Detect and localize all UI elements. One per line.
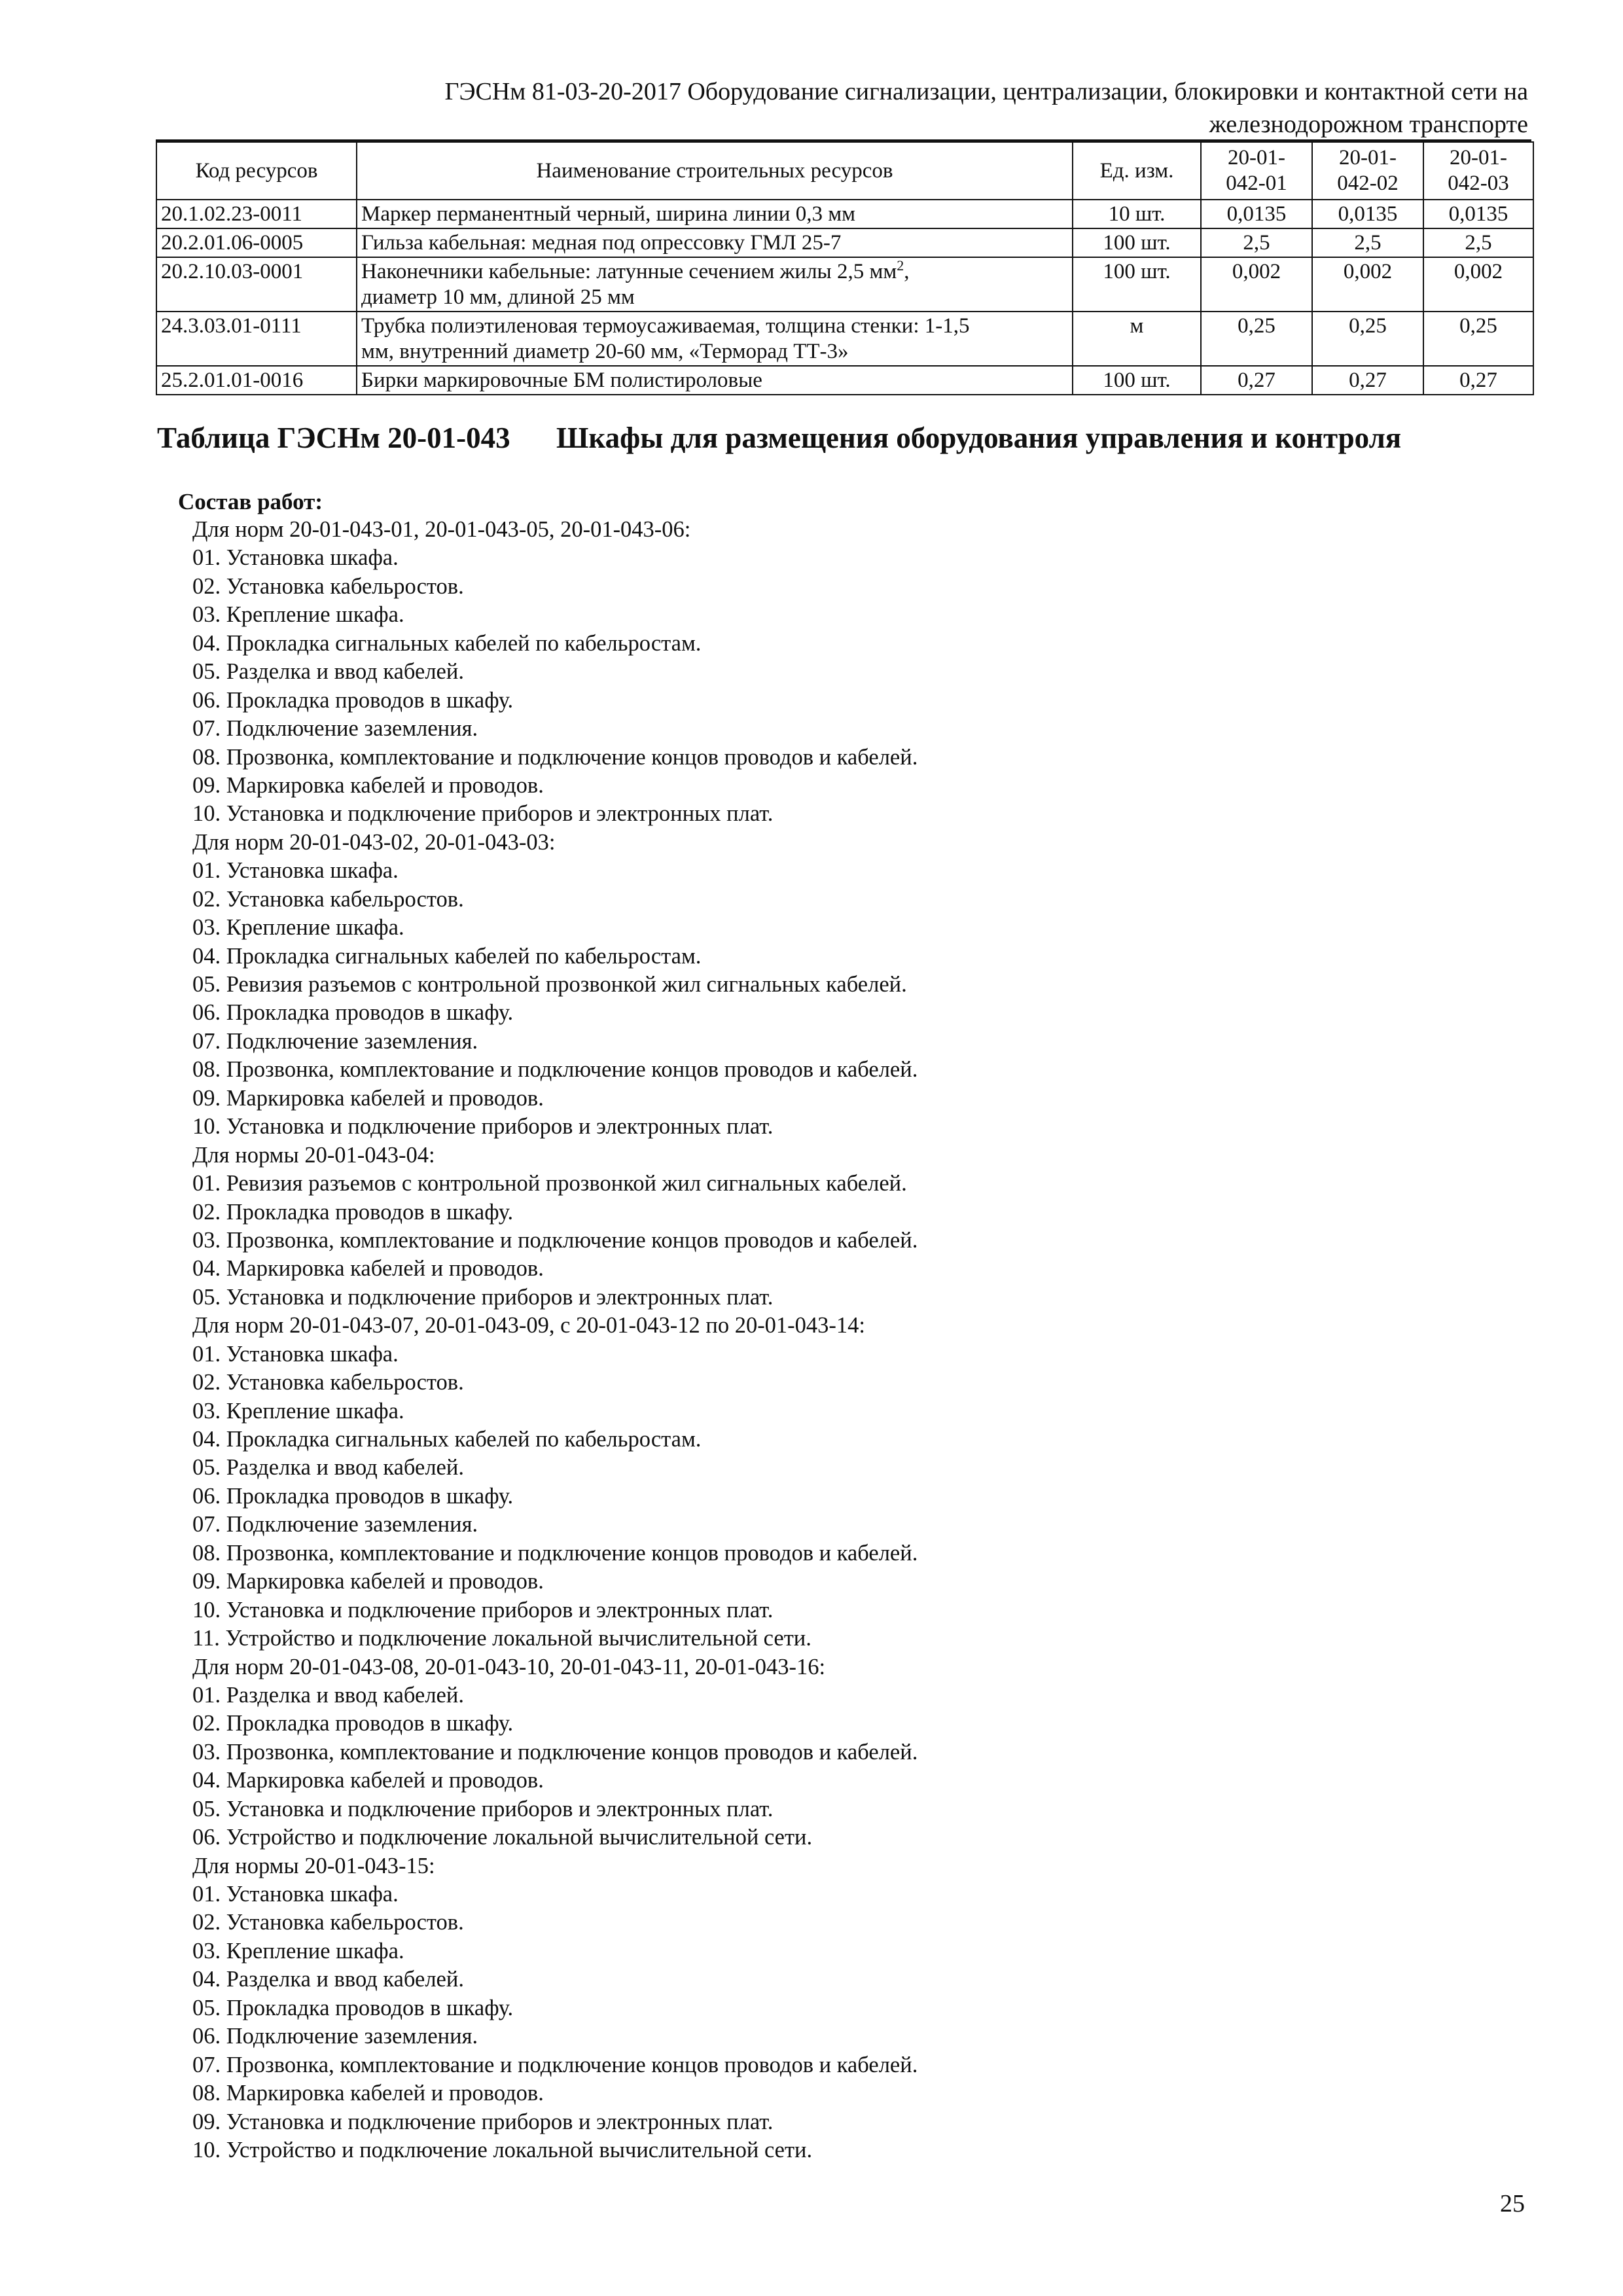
resource-name: Гильза кабельная: медная под опрессовку ГМЛ 25-7 [357,228,1073,257]
composition-line: 05. Разделка и ввод кабелей. [192,1455,464,1480]
composition-line: 03. Крепление шкафа. [192,915,404,941]
table-row [156,200,1533,228]
table-code: Таблица ГЭСНм 20-01-043 [157,422,510,454]
composition-line: 02. Установка кабельростов. [192,1910,464,1935]
running-header-line-1: ГЭСНм 81-03-20-2017 Оборудование сигнализации, централизации, блокировки и контактной сети на [444,78,1528,105]
composition-line: 05. Установка и подключение приборов и электронных плат. [192,1284,774,1310]
composition-line: 06. Прокладка проводов в шкафу. [192,687,514,713]
composition-line: 01. Установка шкафа. [192,1882,399,1907]
composition-line: Для норм 20-01-043-01, 20-01-043-05, 20-01-043-06: [192,517,691,542]
norm-value: 0,002 [1312,257,1423,312]
composition-line: 05. Разделка и ввод кабелей. [192,659,464,685]
composition-line: 02. Установка кабельростов. [192,1370,464,1395]
resource-unit: 100 шт. [1073,366,1201,395]
resource-code: 25.2.01.01-0016 [156,366,357,395]
norm-value: 0,25 [1423,312,1533,366]
composition-list [178,516,1421,2164]
composition-heading: Состав работ: [178,489,323,514]
norm-value: 0,0135 [1201,200,1312,228]
composition-line: Для нормы 20-01-043-15: [192,1853,435,1878]
composition-line: Для нормы 20-01-043-04: [192,1142,435,1168]
composition-line: 10. Устройство и подключение локальной вычислительной сети. [192,2137,813,2162]
resource-code: 20.2.01.06-0005 [156,228,357,257]
composition-line: 04. Прокладка сигнальных кабелей по кабельростам. [192,943,702,969]
resource-code: 20.1.02.23-0011 [156,200,357,228]
composition-line: 08. Прозвонка, комплектование и подключение концов проводов и кабелей. [192,744,918,770]
composition-line: 06. Устройство и подключение локальной вычислительной сети. [192,1825,813,1850]
table-header-row [156,142,1533,200]
norm-value: 0,27 [1423,366,1533,395]
norm-value: 0,25 [1312,312,1423,366]
composition-line: 02. Прокладка проводов в шкафу. [192,1711,514,1736]
resource-name: Трубка полиэтиленовая термоусаживаемая, толщина стенки: 1-1,5 мм, внутренний диаметр 20-60 мм, «Терморад ТТ-3» [357,312,1073,366]
composition-line: Для норм 20-01-043-02, 20-01-043-03: [192,829,556,855]
resource-code: 24.3.03.01-0111 [156,312,357,366]
column-header-code: Код ресурсов [156,142,357,200]
composition-line: 04. Маркировка кабелей и проводов. [192,1256,544,1282]
column-header-name: Наименование строительных ресурсов [357,142,1073,200]
norm-value: 0,27 [1312,366,1423,395]
composition-line: 09. Маркировка кабелей и проводов. [192,1085,544,1111]
resource-unit: 10 шт. [1073,200,1201,228]
composition-line: 03. Крепление шкафа. [192,1938,404,1964]
section-title [157,420,1401,456]
composition-line: 04. Прокладка сигнальных кабелей по кабельростам. [192,1427,702,1452]
resource-name: Маркер перманентный черный, ширина линии 0,3 мм [357,200,1073,228]
running-header-line-2: железнодорожном транспорте [1209,111,1528,138]
table-title: Шкафы для размещения оборудования управления и контроля [556,422,1402,454]
composition-line: 05. Ревизия разъемов с контрольной прозвонкой жил сигнальных кабелей. [192,972,907,997]
composition-line: 08. Прозвонка, комплектование и подключение концов проводов и кабелей. [192,1540,918,1566]
norm-value: 0,27 [1201,366,1312,395]
norm-value: 2,5 [1423,228,1533,257]
table-row [156,366,1533,395]
column-header-norm-3: 20-01- 042-03 [1423,142,1533,200]
resource-code: 20.2.10.03-0001 [156,257,357,312]
composition-line: 04. Прокладка сигнальных кабелей по кабельростам. [192,630,702,656]
composition-line: 10. Установка и подключение приборов и электронных плат. [192,801,774,827]
composition-line: 01. Ревизия разъемов с контрольной прозвонкой жил сигнальных кабелей. [192,1171,907,1196]
composition-line: 11. Устройство и подключение локальной вычислительной сети. [192,1626,812,1651]
composition-line: 06. Подключение заземления. [192,2024,478,2049]
composition-line: 01. Разделка и ввод кабелей. [192,1682,464,1708]
column-header-unit: Ед. изм. [1073,142,1201,200]
composition-line: 06. Прокладка проводов в шкафу. [192,1000,514,1026]
resource-unit: м [1073,312,1201,366]
composition-line: 09. Маркировка кабелей и проводов. [192,1569,544,1594]
resource-name: Бирки маркировочные БМ полистироловые [357,366,1073,395]
composition-line: 07. Прозвонка, комплектование и подключение концов проводов и кабелей. [192,2052,918,2077]
norm-value: 0,0135 [1423,200,1533,228]
column-header-norm-2: 20-01- 042-02 [1312,142,1423,200]
work-composition [178,488,1421,2164]
composition-line: 01. Установка шкафа. [192,858,399,884]
composition-line: 10. Установка и подключение приборов и электронных плат. [192,1114,774,1139]
table-row [156,228,1533,257]
table-row [156,312,1533,366]
composition-line: Для норм 20-01-043-08, 20-01-043-10, 20-01-043-11, 20-01-043-16: [192,1654,826,1679]
composition-line: 09. Установка и подключение приборов и электронных плат. [192,2109,774,2134]
norm-value: 2,5 [1201,228,1312,257]
composition-line: 06. Прокладка проводов в шкафу. [192,1483,514,1509]
composition-line: 03. Прозвонка, комплектование и подключение концов проводов и кабелей. [192,1739,918,1765]
resource-unit: 100 шт. [1073,257,1201,312]
composition-line: 04. Разделка и ввод кабелей. [192,1967,464,1992]
composition-line: 07. Подключение заземления. [192,1028,478,1054]
composition-line: 03. Прозвонка, комплектование и подключение концов проводов и кабелей. [192,1227,918,1253]
composition-line: 05. Установка и подключение приборов и электронных плат. [192,1796,774,1821]
composition-line: 01. Установка шкафа. [192,545,399,571]
composition-line: Для норм 20-01-043-07, 20-01-043-09, с 20-01-043-12 по 20-01-043-14: [192,1313,865,1338]
norm-value: 0,002 [1201,257,1312,312]
composition-line: 02. Установка кабельростов. [192,886,464,912]
composition-line: 08. Прозвонка, комплектование и подключение концов проводов и кабелей. [192,1057,918,1083]
composition-line: 02. Прокладка проводов в шкафу. [192,1199,514,1225]
norm-value: 2,5 [1312,228,1423,257]
composition-line: 07. Подключение заземления. [192,1512,478,1537]
column-header-norm-1: 20-01- 042-01 [1201,142,1312,200]
composition-line: 03. Крепление шкафа. [192,1398,404,1424]
composition-line: 01. Установка шкафа. [192,1341,399,1367]
resource-unit: 100 шт. [1073,228,1201,257]
composition-line: 04. Маркировка кабелей и проводов. [192,1768,544,1793]
composition-line: 09. Маркировка кабелей и проводов. [192,772,544,798]
composition-line: 10. Установка и подключение приборов и электронных плат. [192,1597,774,1623]
page-number: 25 [1500,2190,1525,2217]
norm-value: 0,002 [1423,257,1533,312]
norm-value: 0,0135 [1312,200,1423,228]
resource-table [156,141,1534,395]
composition-line: 05. Прокладка проводов в шкафу. [192,1995,514,2020]
table-row [156,257,1533,312]
composition-line: 07. Подключение заземления. [192,716,478,742]
composition-line: 03. Крепление шкафа. [192,602,404,628]
resource-name: Наконечники кабельные: латунные сечением жилы 2,5 $мм^2$, диаметр 10 мм, длиной 25 мм [357,257,1073,312]
composition-line: 02. Установка кабельростов. [192,573,464,599]
norm-value: 0,25 [1201,312,1312,366]
composition-line: 08. Маркировка кабелей и проводов. [192,2081,544,2106]
